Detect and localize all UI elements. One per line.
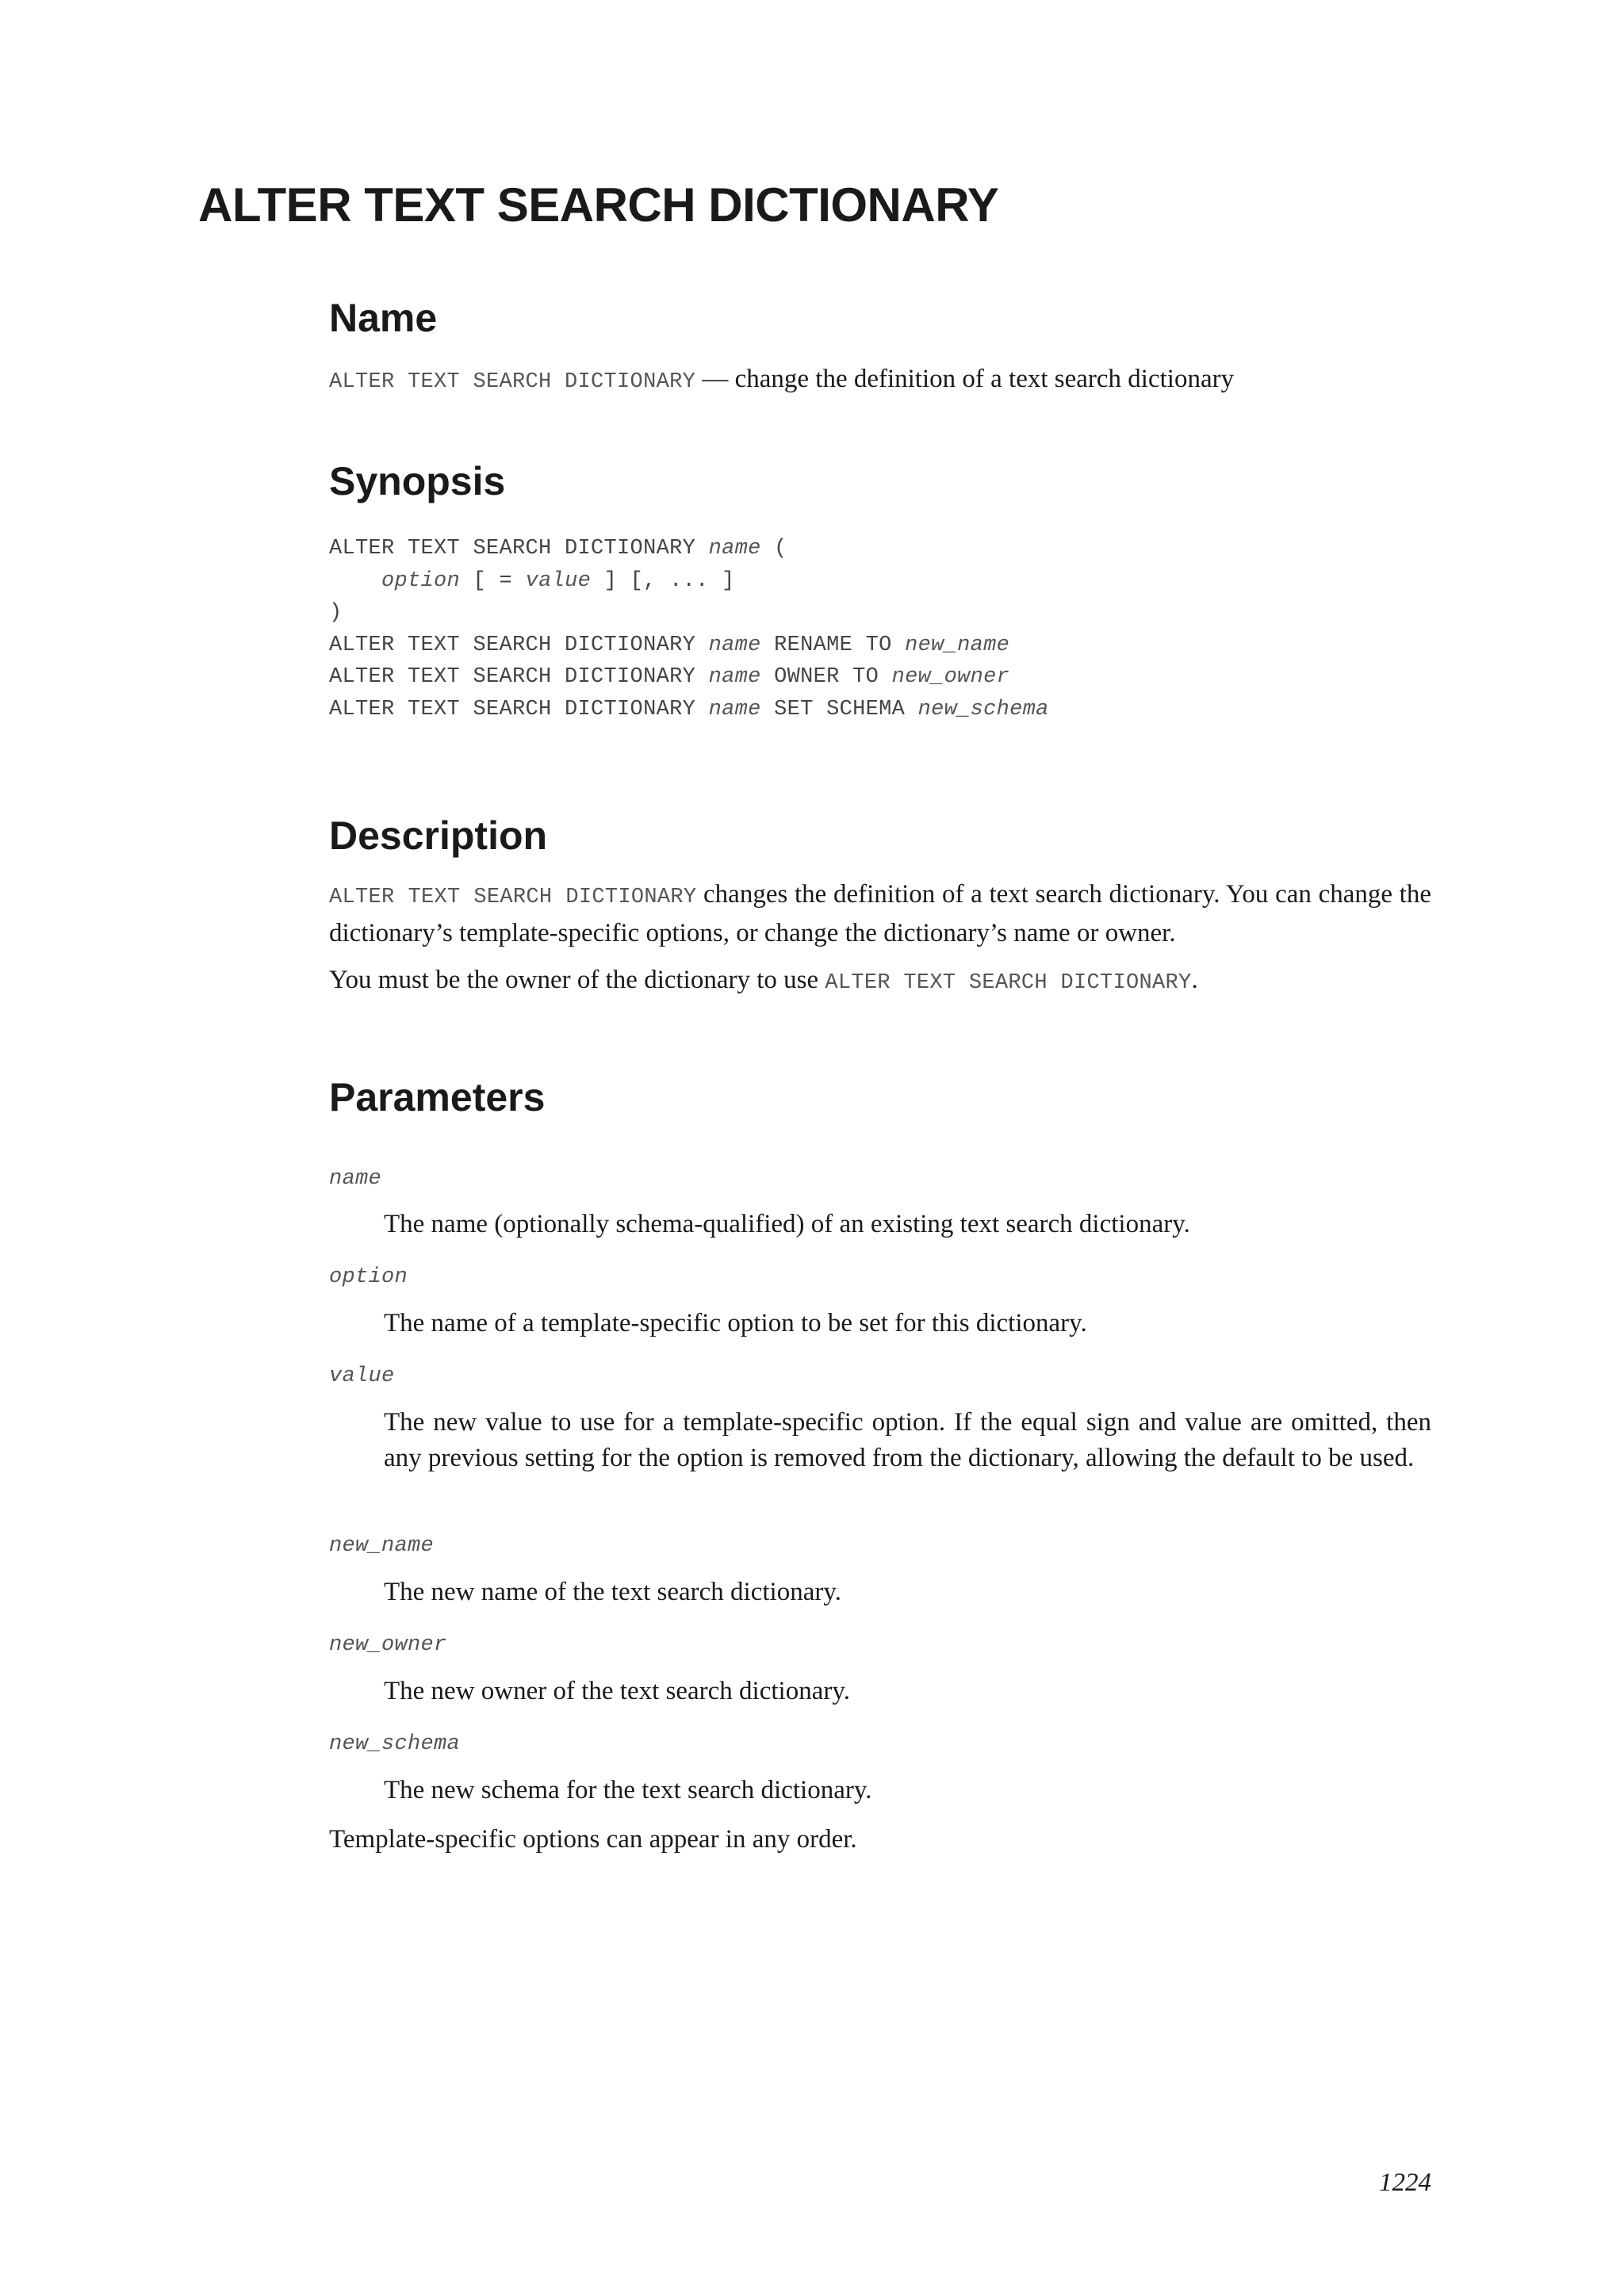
command-name: ALTER TEXT SEARCH DICTIONARY bbox=[329, 370, 696, 394]
description-paragraph-2 bbox=[329, 962, 1431, 1001]
name-heading: Name bbox=[329, 296, 438, 340]
synopsis-placeholder: new_schema bbox=[917, 697, 1049, 721]
synopsis-line bbox=[329, 698, 1049, 721]
inline-command: ALTER TEXT SEARCH DICTIONARY bbox=[825, 971, 1192, 995]
parameters-heading: Parameters bbox=[329, 1075, 546, 1119]
synopsis-keyword: SET SCHEMA bbox=[760, 697, 918, 721]
synopsis-placeholder: new_owner bbox=[891, 665, 1010, 689]
synopsis-placeholder: name bbox=[708, 697, 761, 721]
synopsis-keyword: ( bbox=[760, 537, 787, 561]
page-title: ALTER TEXT SEARCH DICTIONARY bbox=[198, 178, 999, 232]
page-number: 1224 bbox=[1379, 2168, 1431, 2197]
description-text: You must be the owner of the dictionary to use bbox=[329, 966, 825, 994]
parameter-definition: The name (optionally schema-qualified) of an existing text search dictionary. bbox=[384, 1210, 1190, 1238]
parameter-term: option bbox=[329, 1265, 408, 1289]
parameter-definition: The new name of the text search dictionary. bbox=[384, 1578, 841, 1606]
synopsis-keyword: ALTER TEXT SEARCH DICTIONARY bbox=[329, 665, 709, 689]
inline-command: ALTER TEXT SEARCH DICTIONARY bbox=[329, 886, 697, 909]
parameter-term: value bbox=[329, 1364, 395, 1388]
parameter-term: name bbox=[329, 1167, 382, 1191]
synopsis-code-block bbox=[329, 533, 1049, 725]
synopsis-line bbox=[329, 601, 343, 625]
synopsis-keyword: [ = bbox=[460, 568, 526, 593]
synopsis-keyword: ] [, ... ] bbox=[591, 568, 735, 593]
synopsis-placeholder: name bbox=[708, 633, 761, 657]
synopsis-line bbox=[329, 633, 1009, 657]
parameter-definition: The new schema for the text search dictionary. bbox=[384, 1776, 872, 1804]
parameter-definition: The name of a template-specific option to be set for this dictionary. bbox=[384, 1309, 1087, 1337]
description-paragraph-1 bbox=[329, 877, 1431, 951]
synopsis-keyword bbox=[329, 569, 381, 593]
synopsis-placeholder: new_name bbox=[905, 633, 1010, 657]
synopsis-placeholder: value bbox=[525, 568, 592, 593]
description-heading: Description bbox=[329, 813, 548, 858]
parameter-term: new_schema bbox=[329, 1732, 461, 1756]
name-summary-line bbox=[329, 362, 1234, 400]
synopsis-heading: Synopsis bbox=[329, 459, 506, 503]
description-text: . bbox=[1191, 966, 1198, 994]
synopsis-line bbox=[329, 537, 787, 561]
synopsis-keyword: ALTER TEXT SEARCH DICTIONARY bbox=[329, 537, 709, 561]
synopsis-line bbox=[329, 569, 735, 593]
synopsis-keyword: RENAME TO bbox=[760, 633, 906, 657]
synopsis-keyword: ALTER TEXT SEARCH DICTIONARY bbox=[329, 697, 709, 721]
synopsis-keyword: OWNER TO bbox=[760, 665, 892, 689]
synopsis-keyword: ALTER TEXT SEARCH DICTIONARY bbox=[329, 633, 709, 657]
parameter-term: new_name bbox=[329, 1534, 435, 1558]
parameter-definition: The new owner of the text search dictionary. bbox=[384, 1677, 850, 1705]
synopsis-line bbox=[329, 665, 1009, 689]
synopsis-placeholder: option bbox=[381, 568, 461, 593]
description-text: changes the definition of a text search dictionary. You can change the dictionary’s template-specific options, or change the dictionary’s name or owner. bbox=[329, 880, 1431, 947]
parameter-definition: The new value to use for a template-specific option. If the equal sign and value are omitted, then any previous setting for the option is removed from the dictionary, allowing the default to be used. bbox=[384, 1408, 1431, 1472]
synopsis-placeholder: name bbox=[708, 537, 761, 561]
command-summary: — change the definition of a text search dictionary bbox=[702, 365, 1235, 393]
synopsis-keyword: ) bbox=[329, 601, 343, 625]
parameters-footer-note: Template-specific options can appear in any order. bbox=[329, 1825, 857, 1854]
parameter-term: new_owner bbox=[329, 1633, 447, 1657]
synopsis-placeholder: name bbox=[708, 665, 761, 689]
